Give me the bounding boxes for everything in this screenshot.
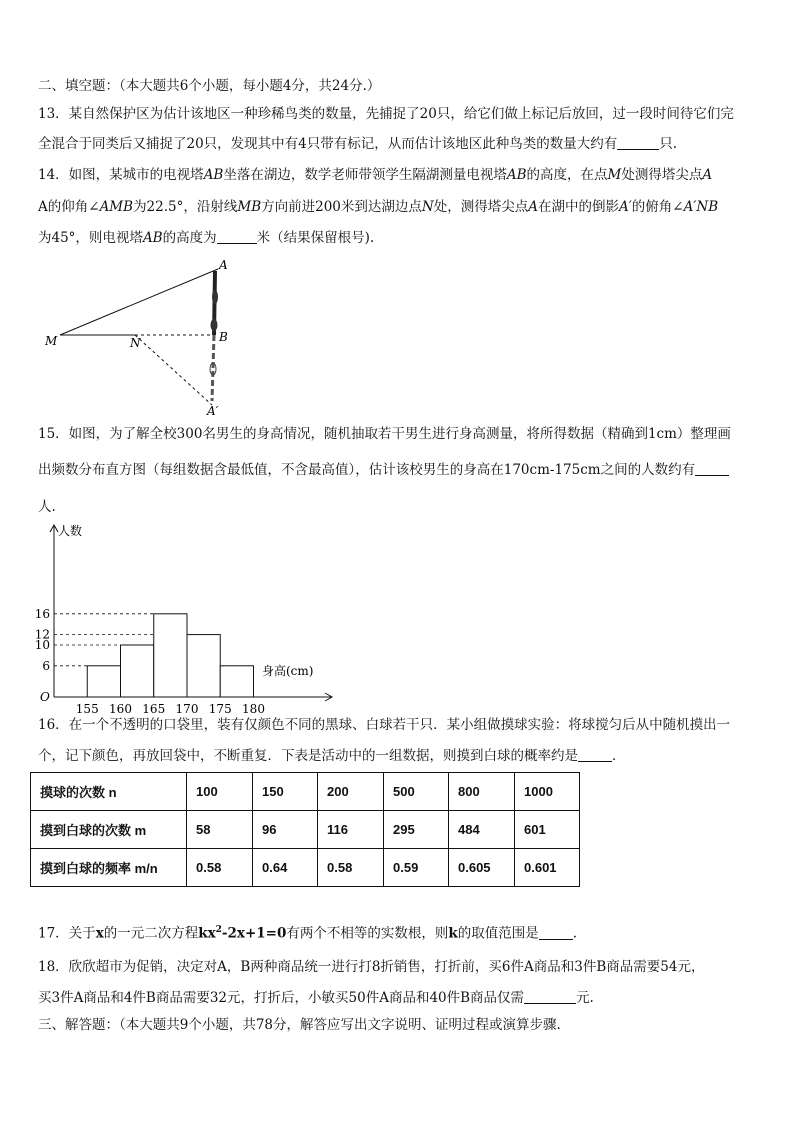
- table-cell: 484: [449, 811, 515, 849]
- table-cell: 1000: [515, 773, 580, 811]
- y-axis-label: 人数: [58, 524, 83, 538]
- table-cell: 0.64: [253, 849, 318, 887]
- y-tick-label: 10: [34, 638, 50, 652]
- line-NAp-dashed: [135, 335, 212, 405]
- label-B: B: [219, 330, 228, 344]
- histogram-bar: [121, 645, 154, 697]
- origin-label: O: [40, 690, 50, 704]
- x-tick-label: 180: [242, 702, 265, 715]
- x-tick-label: 160: [109, 702, 132, 715]
- q16-answer-blank[interactable]: [578, 747, 612, 762]
- table-cell: 96: [253, 811, 318, 849]
- q15-answer-blank[interactable]: [695, 461, 729, 476]
- table-cell: 200: [318, 773, 384, 811]
- histogram-bar: [87, 666, 120, 697]
- table-cell: 800: [449, 773, 515, 811]
- q16-line2: 个，记下颜色，再放回袋中，不断重复．下表是活动中的一组数据，则摸到白球的概率约是 ．: [38, 748, 626, 764]
- q15-line1: 15．如图，为了解全校300名男生的身高情况，随机抽取若干男生进行身高测量，将所得数据（精确到1cm）整理画: [38, 426, 731, 442]
- q14-line3: 为45°，则电视塔AB的高度为 米（结果保留根号).: [38, 230, 375, 246]
- table-cell: 摸到白球的次数 m: [31, 811, 187, 849]
- label-N: N: [130, 336, 141, 350]
- table-cell: 150: [253, 773, 318, 811]
- frequency-table: [30, 772, 580, 887]
- q15-line2: 出频数分布直方图（每组数据含最低值，不含最高值），估计该校男生的身高在170cm-175cm之间的人数约有: [38, 460, 729, 480]
- table-cell: 摸到白球的频率 m/n: [31, 849, 187, 887]
- histogram-bar: [220, 666, 253, 697]
- table-row: [31, 811, 580, 849]
- y-tick-label: 16: [34, 606, 50, 621]
- q13-line1: 13．某自然保护区为估计该地区一种珍稀鸟类的数量，先捕捉了20只，给它们做上标记后放回，过一段时间待它们完: [38, 106, 734, 122]
- label-Ap: A′: [207, 404, 219, 418]
- y-tick-label: 6: [42, 658, 50, 673]
- q14-line2: A的仰角∠AMB为22.5°，沿射线MB方向前进200米到达湖边点N处，测得塔尖点A在湖中的倒影A′的俯角∠A′NB: [38, 199, 719, 215]
- q18-answer-blank[interactable]: [524, 989, 576, 1004]
- histogram-bar: [154, 614, 187, 697]
- section-3-heading: 三、解答题：（本大题共9个小题，共78分，解答应写出文字说明、证明过程或演算步骤.: [38, 1017, 561, 1033]
- table-cell: 116: [318, 811, 384, 849]
- table-cell: 0.605: [449, 849, 515, 887]
- q14-line1: 14．如图，某城市的电视塔AB坐落在湖边，数学老师带领学生隔湖测量电视塔AB的高度，在点M处测得塔尖点A: [38, 167, 713, 183]
- line-MA: [60, 269, 218, 335]
- height-histogram: [30, 515, 350, 715]
- table-cell: 0.601: [515, 849, 580, 887]
- table-cell: 500: [384, 773, 449, 811]
- q18-line1: 18．欣欣超市为促销，决定对A，B两种商品统一进行打8折销售，打折前，买6件A商品和3件B商品需要54元，: [38, 959, 705, 975]
- table-cell: 601: [515, 811, 580, 849]
- section-2-heading: 二、填空题：（本大题共6个小题，每小题4分，共24分.）: [38, 78, 381, 94]
- table-row: [31, 849, 580, 887]
- x-tick-label: 165: [142, 702, 166, 715]
- table-cell: 295: [384, 811, 449, 849]
- q16-line1: 16．在一个不透明的口袋里，装有仅颜色不同的黑球、白球若干只．某小组做摸球实验：将球搅匀后从中随机摸出一: [38, 717, 731, 733]
- table-cell: 0.58: [318, 849, 384, 887]
- table-cell: 58: [187, 811, 253, 849]
- histogram-bar: [187, 635, 220, 697]
- tower-icon: [211, 271, 219, 335]
- q14-answer-blank[interactable]: [217, 229, 257, 244]
- x-tick-label: 155: [75, 702, 99, 715]
- x-tick-label: 170: [175, 702, 199, 715]
- table-cell: 0.59: [384, 849, 449, 887]
- table-cell: 0.58: [187, 849, 253, 887]
- q15-line3: 人.: [38, 499, 56, 515]
- label-M: M: [45, 334, 58, 348]
- q13-answer-blank[interactable]: [617, 135, 659, 150]
- label-A: A: [219, 258, 228, 272]
- table-row: [31, 773, 580, 811]
- y-tick-label: 12: [34, 627, 50, 642]
- q17-answer-blank[interactable]: [539, 925, 573, 940]
- table-cell: 100: [187, 773, 253, 811]
- x-tick-label: 175: [208, 702, 232, 715]
- q18-line2: 买3件A商品和4件B商品需要32元，打折后，小敏买50件A商品和40件B商品仅需 元.: [38, 990, 594, 1006]
- x-axis-label: 身高(cm): [262, 664, 314, 678]
- q17-line: 17．关于x的一元二次方程$kx^2-2x+1=0$有两个不相等的实数根，则k的取值范围是 .: [38, 925, 578, 942]
- table-cell: 摸球的次数 n: [31, 773, 187, 811]
- q14-diagram: [40, 255, 240, 420]
- tower-reflection-icon: [210, 335, 216, 401]
- q13-line2: 全混合于同类后又捕捉了20只，发现其中有4只带有标记，从而估计该地区此种鸟类的数量大约有 只.: [38, 136, 678, 152]
